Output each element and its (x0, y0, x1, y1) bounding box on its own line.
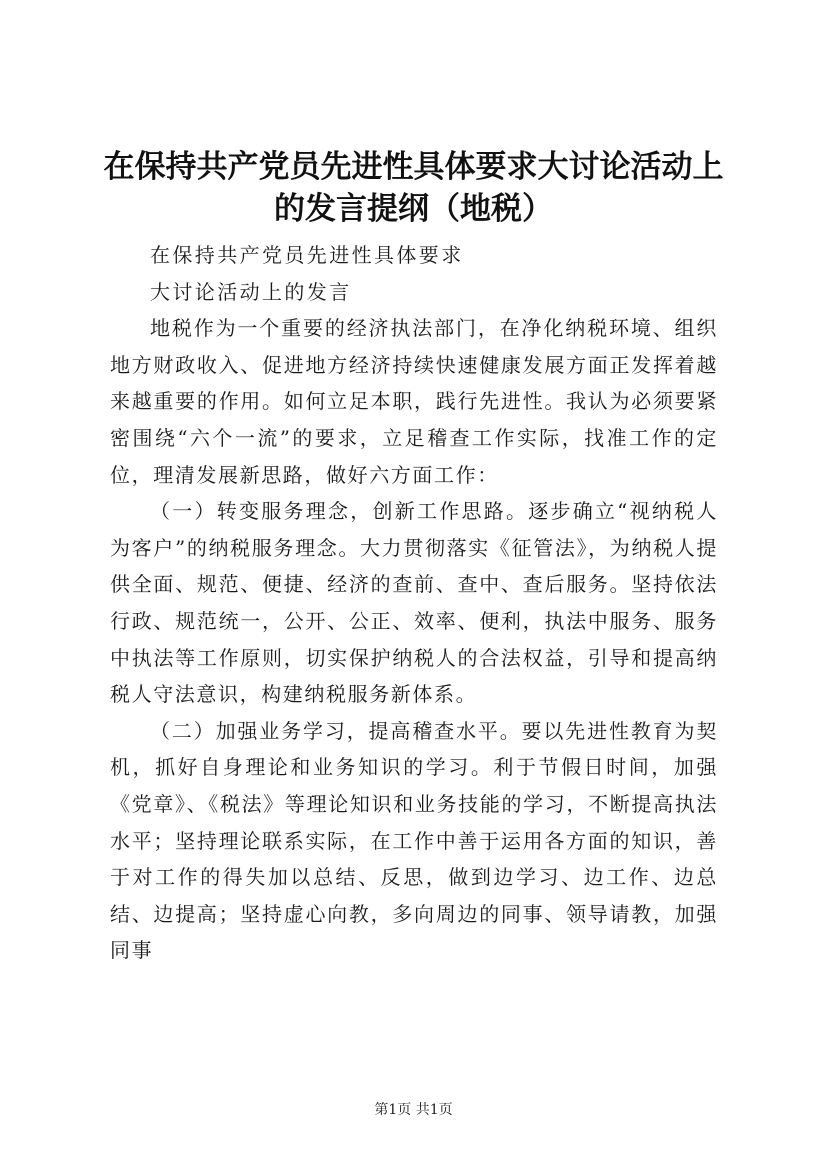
document-body (110, 237, 718, 969)
section-1-paragraph: （一）转变服务理念，创新工作思路。逐步确立“视纳税人为客户”的纳税服务理念。大力贯彻落实《征管法》，为纳税人提供全面、规范、便捷、经济的查前、查中、查后服务。坚持依法行政、规范统一，公开、公正、效率、便利，执法中服务、服务中执法等工作原则，切实保护纳税人的合法权益，引导和提高纳税人守法意识，构建纳税服务新体系。 (110, 499, 718, 707)
section-2-paragraph: （二）加强业务学习，提高稽查水平。要以先进性教育为契机，抓好自身理论和业务知识的学习。利于节假日时间，加强《党章》、《税法》等理论知识和业务技能的学习，不断提高执法水平；坚持理论联系实际，在工作中善于运用各方面的知识，善于对工作的得失加以总结、反思，做到边学习、边工作、边总结、边提高；坚持虚心向教，多向周边的同事、领导请教，加强同事 (110, 718, 718, 963)
page-number-footer: 第1页 共1页 (374, 1102, 453, 1118)
intro-paragraph: 地税作为一个重要的经济执法部门，在净化纳税环境、组织地方财政收入、促进地方经济持续快速健康发展方面正发挥着越来越重要的作用。如何立足本职，践行先进性。我认为必须要紧密围绕“六个一流”的要求，立足稽查工作实际，找准工作的定位，理清发展新思路，做好六方面工作： (110, 316, 718, 487)
subtitle-line-2: 大讨论活动上的发言 (150, 279, 352, 304)
document-title: 在保持共产党员先进性具体要求大讨论活动上的发言提纲（地税） (103, 149, 724, 227)
subtitle-line-1: 在保持共产党员先进性具体要求 (150, 243, 464, 267)
